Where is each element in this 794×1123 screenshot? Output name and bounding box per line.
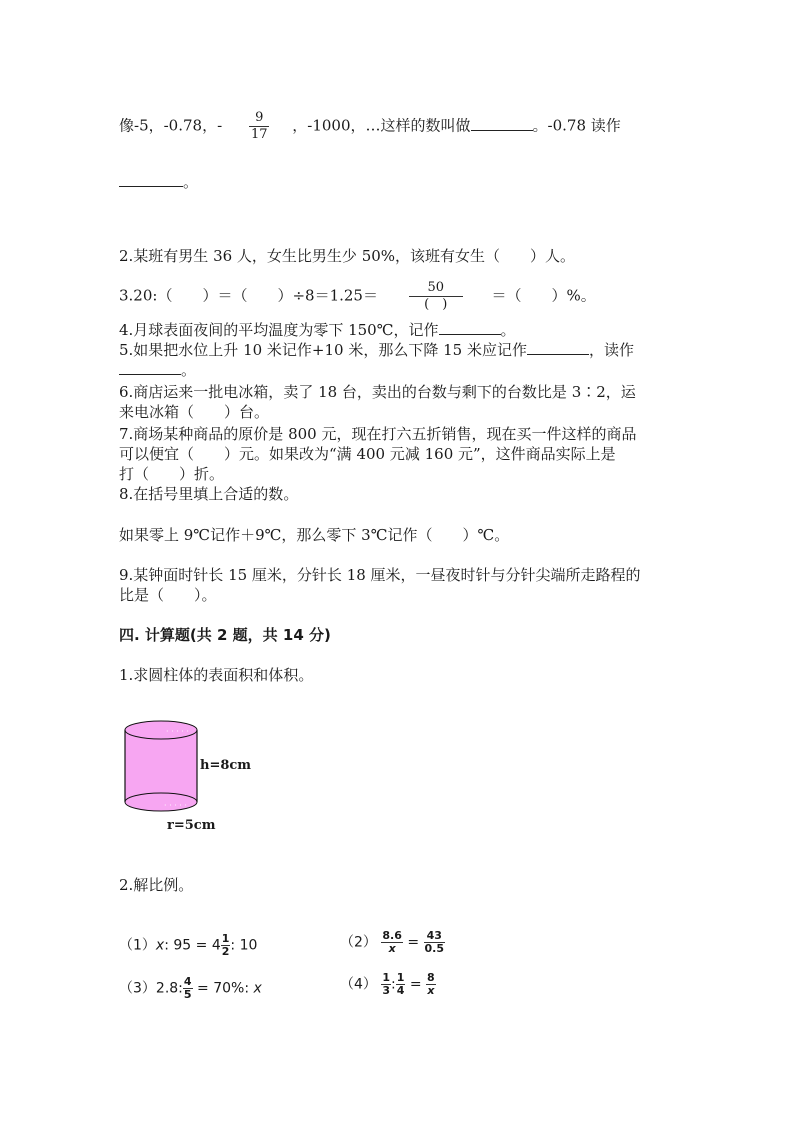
proportion-3: [119, 976, 262, 1001]
q3-fraction: [409, 280, 463, 313]
p3-x: x: [253, 980, 262, 997]
q4-text: 4.月球表面夜间的平均温度为零下 150℃，记作: [119, 321, 439, 339]
p3-a: 2.8:: [155, 980, 183, 997]
p4-b-fraction: [396, 972, 406, 997]
q4-blank[interactable]: [439, 320, 501, 335]
p4-b-num: 1: [396, 971, 405, 984]
p2-left-fraction: [381, 930, 403, 955]
p2-left-num: 8.6: [382, 929, 402, 942]
question-7-line2: 可以便宜（ ）元。如果改为“满 400 元减 160 元”，这件商品实际上是: [119, 445, 616, 463]
p1-frac-num: 1: [221, 932, 230, 945]
q1-frac-num: 9: [255, 110, 264, 125]
p3-label: （3）: [119, 980, 156, 997]
p3-frac-den: 5: [183, 988, 192, 1001]
question-7-line3: 打（ ）折。: [119, 465, 225, 483]
q1-line2-end: 。: [183, 173, 199, 191]
calc-1-title: 1.求圆柱体的表面积和体积。: [119, 666, 314, 684]
p2-label: （2）: [340, 934, 377, 951]
q1-intro: 像-5，-0.78，-: [119, 116, 223, 135]
q1-blank-2[interactable]: [119, 172, 183, 187]
section-4-heading: 四. 计算题(共 2 题，共 14 分): [119, 626, 331, 644]
p4-a-den: 3: [382, 984, 391, 997]
question-4: [119, 320, 516, 340]
q3-frac-den: ( ): [409, 296, 463, 313]
question-6-line2: 来电冰箱（ ）台。: [119, 403, 270, 421]
p2-eq: =: [407, 934, 420, 951]
question-5-line2: [119, 360, 196, 380]
q5-line1: 5.如果把水位上升 10 米记作+10 米，那么下降 15 米应记作: [119, 341, 527, 359]
q3-part2: ＝（ ）%。: [491, 286, 596, 305]
q1-end: 。-0.78 读作: [532, 116, 621, 135]
question-8-text: 如果零上 9℃记作＋9℃，那么零下 3℃记作（ ）℃。: [119, 526, 510, 544]
p3-fraction: [183, 976, 193, 1001]
question-9-line1: 9.某钟面时针长 15 厘米，分针长 18 厘米，一昼夜时针与分针尖端所走路程的: [119, 566, 641, 584]
proportion-1: [119, 933, 257, 958]
calc-2-title: 2.解比例。: [119, 876, 194, 894]
p4-a-num: 1: [382, 971, 391, 984]
p4-right-den: x: [427, 984, 435, 997]
q5-blank-1[interactable]: [527, 340, 589, 355]
q5-line1-end: ，读作: [588, 341, 634, 359]
question-7-line1: 7.商场某种商品的原价是 800 元，现在打六五折销售，现在买一件这样的商品: [119, 425, 637, 443]
q4-end: 。: [500, 321, 516, 339]
p3-frac-num: 4: [183, 975, 192, 988]
q1-fraction: [249, 110, 270, 143]
q1-line2: [119, 172, 198, 192]
p1-fraction: [221, 933, 231, 958]
q1-mid: ，-1000，…这样的数叫做: [292, 116, 471, 135]
height-label: h=8cm: [200, 758, 252, 773]
p2-right-num: 43: [426, 929, 442, 942]
q3-frac-num: 50: [427, 280, 445, 295]
svg-text:· · · · ·: · · · · ·: [164, 801, 187, 810]
p3-b: = 70%:: [197, 980, 254, 997]
p4-b-den: 4: [396, 984, 405, 997]
p1-label: （1）: [119, 937, 156, 954]
question-8-title: 8.在括号里填上合适的数。: [119, 485, 299, 503]
p2-right-den: 0.5: [424, 942, 445, 955]
question-5-line1: [119, 340, 634, 360]
question-9-line2: 比是（ ）。: [119, 586, 217, 604]
p4-a-fraction: [381, 972, 391, 997]
q5-line2-end: 。: [181, 361, 197, 379]
question-3: [119, 280, 596, 313]
radius-label: r=5cm: [167, 818, 216, 833]
p4-right-fraction: [426, 972, 436, 997]
proportion-2: [340, 930, 445, 955]
q1-frac-den: 17: [250, 127, 268, 142]
svg-text:· · · · ·: · · · · ·: [166, 727, 189, 736]
p2-left-den: x: [381, 942, 403, 955]
q1-blank-1[interactable]: [471, 116, 533, 131]
p4-label: （4）: [340, 976, 377, 993]
p1-c: : 10: [230, 937, 258, 954]
question-6-line1: 6.商店运来一批电冰箱，卖了 18 台，卖出的台数与剩下的台数比是 3∶2，运: [119, 383, 636, 401]
q3-part1: 3.20:（ ）＝（ ）÷8＝1.25＝: [119, 286, 378, 305]
question-2: 2.某班有男生 36 人，女生比男生少 50%，该班有女生（ ）人。: [119, 247, 576, 265]
p4-eq: =: [409, 976, 422, 993]
p2-right-fraction: [424, 930, 446, 955]
p4-right-num: 8: [427, 971, 435, 984]
q1-line1: [119, 110, 621, 143]
p4-colon: :: [391, 976, 396, 993]
cylinder-body: [125, 730, 197, 802]
p1-b: : 95 = 4: [164, 937, 221, 954]
p1-frac-den: 2: [221, 945, 230, 958]
q5-blank-2[interactable]: [119, 360, 181, 375]
proportion-4: [340, 972, 436, 997]
p1-x: x: [155, 937, 165, 954]
